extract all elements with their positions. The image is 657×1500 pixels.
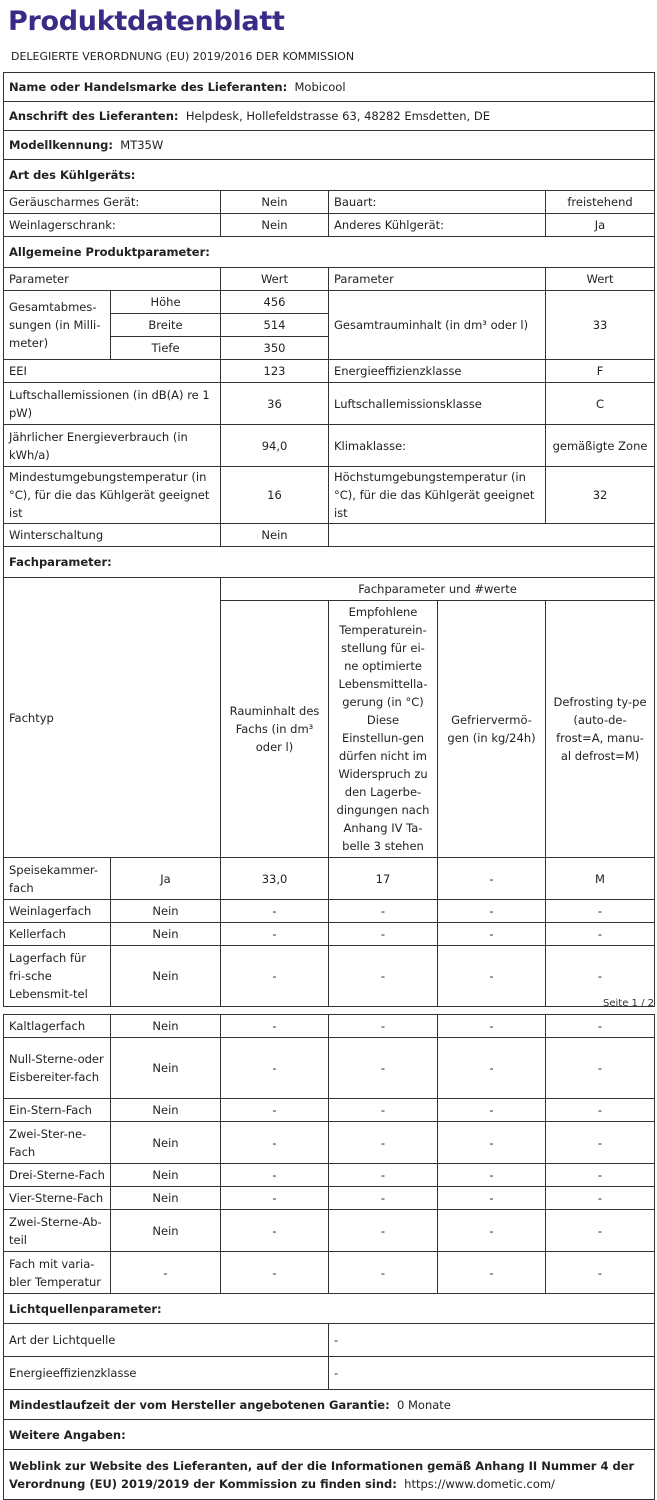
compartment-temperature: - bbox=[329, 1187, 438, 1210]
param-value: C bbox=[546, 383, 655, 425]
param-label: Höchstumgebungstemperatur (in °C), für die das Kühlgerät geeignet ist bbox=[329, 467, 546, 524]
dimension-value: 514 bbox=[221, 314, 329, 337]
compartment-present: Nein bbox=[111, 1187, 221, 1210]
param-label: Jährlicher Energieverbrauch (in kWh/a) bbox=[4, 425, 221, 467]
compartment-temperature: - bbox=[329, 1015, 438, 1038]
compartment-volume: - bbox=[221, 1122, 329, 1164]
column-header: Parameter bbox=[329, 268, 546, 291]
model-value: MT35W bbox=[120, 138, 164, 152]
page-number: Seite 1 / 2 bbox=[603, 998, 654, 1009]
further-heading-row bbox=[4, 1420, 655, 1450]
datasheet-table-page1 bbox=[3, 72, 655, 1007]
supplier-address-row bbox=[4, 102, 655, 131]
winter-label: Winterschaltung bbox=[4, 524, 221, 547]
compartment-row bbox=[4, 946, 655, 1007]
compartment-name: Lagerfach für fri-sche Lebensmit-tel bbox=[4, 946, 111, 1007]
compartment-freezing: - bbox=[438, 946, 546, 1007]
compartment-temperature: - bbox=[329, 1038, 438, 1099]
compartment-defrost: - bbox=[546, 900, 655, 923]
compartment-type-header: Fachtyp bbox=[4, 578, 221, 858]
dimension-label: Breite bbox=[111, 314, 221, 337]
compartment-defrost: - bbox=[546, 1252, 655, 1294]
dimensions-label: Gesamtabmes-sungen (in Milli-meter) bbox=[4, 291, 111, 360]
appliance-type-row bbox=[4, 214, 655, 237]
compartment-temperature: - bbox=[329, 1122, 438, 1164]
compartment-present: Nein bbox=[111, 900, 221, 923]
param-label: EEI bbox=[4, 360, 221, 383]
param-value: 36 bbox=[221, 383, 329, 425]
compartment-freezing: - bbox=[438, 858, 546, 900]
compartment-row bbox=[4, 1164, 655, 1187]
compartments-heading-row bbox=[4, 547, 655, 578]
weblink-value[interactable]: https://www.dometic.com/ bbox=[404, 1476, 555, 1491]
compartment-freezing: - bbox=[438, 923, 546, 946]
weblink-label: Weblink zur Website des Lieferanten, auf der die Informationen gemäß Anhang II Nummer 4 der Verordnung (EU) 2019/2019 der Kommission zu finden sind: bbox=[9, 1458, 635, 1491]
compartment-defrost: M bbox=[546, 858, 655, 900]
column-header: Parameter bbox=[4, 268, 221, 291]
compartment-name: Zwei-Ster-ne-Fach bbox=[4, 1122, 111, 1164]
compartment-freezing: - bbox=[438, 1187, 546, 1210]
supplier-address-value: Helpdesk, Hollefeldstrasse 63, 48282 Emsdetten, DE bbox=[185, 109, 490, 123]
compartment-freezing: - bbox=[438, 1122, 546, 1164]
compartment-volume: - bbox=[221, 1187, 329, 1210]
compartment-volume: - bbox=[221, 1164, 329, 1187]
compartment-temperature: - bbox=[329, 1164, 438, 1187]
warranty-value: 0 Monate bbox=[397, 1397, 451, 1412]
model-label: Modellkennung: bbox=[9, 138, 113, 152]
general-column-header-row bbox=[4, 268, 655, 291]
appliance-type-row bbox=[4, 191, 655, 214]
compartment-name: Ein-Stern-Fach bbox=[4, 1099, 111, 1122]
compartment-freezing: - bbox=[438, 1038, 546, 1099]
row-label: Anderes Kühlgerät: bbox=[329, 214, 546, 237]
regulation-subtitle: DELEGIERTE VERORDNUNG (EU) 2019/2016 DER KOMMISSION bbox=[11, 50, 355, 63]
further-heading: Weitere Angaben: bbox=[4, 1420, 655, 1450]
compartment-defrost: - bbox=[546, 1038, 655, 1099]
compartment-defrost: - bbox=[546, 1187, 655, 1210]
page-title: Produktdatenblatt bbox=[8, 6, 285, 37]
compartment-name: Kaltlagerfach bbox=[4, 1015, 111, 1038]
param-label: Klimaklasse: bbox=[329, 425, 546, 467]
light-heading: Lichtquellenparameter: bbox=[4, 1294, 655, 1324]
column-header: Wert bbox=[546, 268, 655, 291]
compartment-present: - bbox=[111, 1252, 221, 1294]
compartment-temperature: - bbox=[329, 1099, 438, 1122]
warranty-label: Mindestlaufzeit der vom Hersteller angebotenen Garantie: bbox=[9, 1397, 390, 1412]
dimension-label: Tiefe bbox=[111, 337, 221, 360]
compartment-name: Null-Sterne-oder Eisbereiter-fach bbox=[4, 1038, 111, 1099]
compartment-temperature: - bbox=[329, 900, 438, 923]
compartment-freezing: - bbox=[438, 1252, 546, 1294]
compartment-volume: - bbox=[221, 923, 329, 946]
compartment-row bbox=[4, 1099, 655, 1122]
compartment-present: Ja bbox=[111, 858, 221, 900]
compartment-present: Nein bbox=[111, 1099, 221, 1122]
general-param-row bbox=[4, 383, 655, 425]
compartment-defrost: - bbox=[546, 1164, 655, 1187]
compartment-present: Nein bbox=[111, 1015, 221, 1038]
compartment-present: Nein bbox=[111, 1038, 221, 1099]
weblink-row bbox=[4, 1450, 655, 1500]
dimension-label: Höhe bbox=[111, 291, 221, 314]
appliance-type-heading: Art des Kühlgeräts: bbox=[4, 160, 655, 191]
compartment-name: Kellerfach bbox=[4, 923, 111, 946]
winter-row bbox=[4, 524, 655, 547]
compartment-present: Nein bbox=[111, 1164, 221, 1187]
general-param-row bbox=[4, 467, 655, 524]
param-label: Luftschallemissionsklasse bbox=[329, 383, 546, 425]
row-value: Nein bbox=[221, 191, 329, 214]
compartment-temperature: - bbox=[329, 923, 438, 946]
compartment-freezing: - bbox=[438, 1099, 546, 1122]
compartments-group-header-row bbox=[4, 578, 655, 601]
compartment-name: Fach mit varia-bler Temperatur bbox=[4, 1252, 111, 1294]
light-type-value: - bbox=[329, 1324, 655, 1357]
total-volume-value: 33 bbox=[546, 291, 655, 360]
compartment-volume: - bbox=[221, 1099, 329, 1122]
appliance-type-heading-row bbox=[4, 160, 655, 191]
compartment-row bbox=[4, 1252, 655, 1294]
supplier-name-value: Mobicool bbox=[294, 80, 346, 94]
compartment-group-header: Fachparameter und #werte bbox=[221, 578, 655, 601]
compartment-row bbox=[4, 1187, 655, 1210]
compartment-volume: - bbox=[221, 900, 329, 923]
total-volume-label: Gesamtrauminhalt (in dm³ oder l) bbox=[329, 291, 546, 360]
row-label: Geräuscharmes Gerät: bbox=[4, 191, 221, 214]
winter-value: Nein bbox=[221, 524, 329, 547]
general-heading: Allgemeine Produktparameter: bbox=[4, 237, 655, 268]
light-class-value: - bbox=[329, 1357, 655, 1390]
param-value: 123 bbox=[221, 360, 329, 383]
compartment-row bbox=[4, 1122, 655, 1164]
row-label: Bauart: bbox=[329, 191, 546, 214]
compartment-defrost: - bbox=[546, 1099, 655, 1122]
row-value: Nein bbox=[221, 214, 329, 237]
dimension-row bbox=[4, 291, 655, 314]
param-label: Luftschallemissionen (in dB(A) re 1 pW) bbox=[4, 383, 221, 425]
compartment-row bbox=[4, 1210, 655, 1252]
compartment-temperature: 17 bbox=[329, 858, 438, 900]
compartment-row bbox=[4, 1015, 655, 1038]
compartment-volume: - bbox=[221, 1038, 329, 1099]
row-value: Ja bbox=[546, 214, 655, 237]
compartment-defrost: - bbox=[546, 1015, 655, 1038]
light-class-label: Energieeffizienzklasse bbox=[4, 1357, 329, 1390]
param-label: Energieeffizienzklasse bbox=[329, 360, 546, 383]
compartment-present: Nein bbox=[111, 923, 221, 946]
dimension-value: 456 bbox=[221, 291, 329, 314]
supplier-name-label: Name oder Handelsmarke des Lieferanten: bbox=[9, 80, 288, 94]
compartment-name: Speisekammer-fach bbox=[4, 858, 111, 900]
general-heading-row bbox=[4, 237, 655, 268]
compartment-volume: 33,0 bbox=[221, 858, 329, 900]
general-param-row bbox=[4, 425, 655, 467]
compartment-row bbox=[4, 900, 655, 923]
datasheet-table-page2 bbox=[3, 1014, 655, 1500]
model-row bbox=[4, 131, 655, 160]
param-value: F bbox=[546, 360, 655, 383]
row-value: freistehend bbox=[546, 191, 655, 214]
dimension-value: 350 bbox=[221, 337, 329, 360]
compartment-freezing: - bbox=[438, 1210, 546, 1252]
compartment-defrost: - bbox=[546, 1122, 655, 1164]
compartment-name: Vier-Sterne-Fach bbox=[4, 1187, 111, 1210]
supplier-name-row bbox=[4, 73, 655, 102]
compartment-volume: - bbox=[221, 946, 329, 1007]
col-defrost-header: Defrosting ty-pe (auto-de-frost=A, manu-al defrost=M) bbox=[546, 601, 655, 858]
compartment-defrost: - bbox=[546, 1210, 655, 1252]
compartment-freezing: - bbox=[438, 1015, 546, 1038]
col-temperature-header: Empfohlene Temperaturein-stellung für ei-ne optimierte Lebensmittella-gerung (in °C) Diese Einstellun-gen dürfen nicht im Widerspruch zu den Lagerbe-dingungen nach Anhang IV Ta-belle 3 stehen bbox=[329, 601, 438, 858]
param-value: 16 bbox=[221, 467, 329, 524]
compartment-temperature: - bbox=[329, 1210, 438, 1252]
param-value: gemäßigte Zone bbox=[546, 425, 655, 467]
compartment-present: Nein bbox=[111, 946, 221, 1007]
compartments-heading: Fachparameter: bbox=[4, 547, 655, 578]
param-value: 32 bbox=[546, 467, 655, 524]
compartment-temperature: - bbox=[329, 1252, 438, 1294]
compartment-row bbox=[4, 1038, 655, 1099]
compartment-defrost: - bbox=[546, 923, 655, 946]
compartment-volume: - bbox=[221, 1210, 329, 1252]
compartment-freezing: - bbox=[438, 1164, 546, 1187]
compartment-volume: - bbox=[221, 1015, 329, 1038]
param-label: Mindestumgebungstemperatur (in °C), für die das Kühlgerät geeignet ist bbox=[4, 467, 221, 524]
compartment-defrost: - bbox=[546, 946, 655, 1007]
compartment-present: Nein bbox=[111, 1122, 221, 1164]
compartment-name: Drei-Sterne-Fach bbox=[4, 1164, 111, 1187]
column-header: Wert bbox=[221, 268, 329, 291]
col-volume-header: Rauminhalt des Fachs (in dm³ oder l) bbox=[221, 601, 329, 858]
param-value: 94,0 bbox=[221, 425, 329, 467]
compartment-name: Zwei-Sterne-Ab-teil bbox=[4, 1210, 111, 1252]
col-freezing-header: Gefriervermö-gen (in kg/24h) bbox=[438, 601, 546, 858]
compartment-volume: - bbox=[221, 1252, 329, 1294]
light-class-row bbox=[4, 1357, 655, 1390]
light-type-row bbox=[4, 1324, 655, 1357]
compartment-present: Nein bbox=[111, 1210, 221, 1252]
light-heading-row bbox=[4, 1294, 655, 1324]
compartment-temperature: - bbox=[329, 946, 438, 1007]
empty-cell bbox=[329, 524, 655, 547]
general-param-row bbox=[4, 360, 655, 383]
compartment-row bbox=[4, 923, 655, 946]
compartment-freezing: - bbox=[438, 900, 546, 923]
compartment-name: Weinlagerfach bbox=[4, 900, 111, 923]
compartment-row bbox=[4, 858, 655, 900]
row-label: Weinlagerschrank: bbox=[4, 214, 221, 237]
light-type-label: Art der Lichtquelle bbox=[4, 1324, 329, 1357]
warranty-row bbox=[4, 1390, 655, 1420]
supplier-address-label: Anschrift des Lieferanten: bbox=[9, 109, 179, 123]
